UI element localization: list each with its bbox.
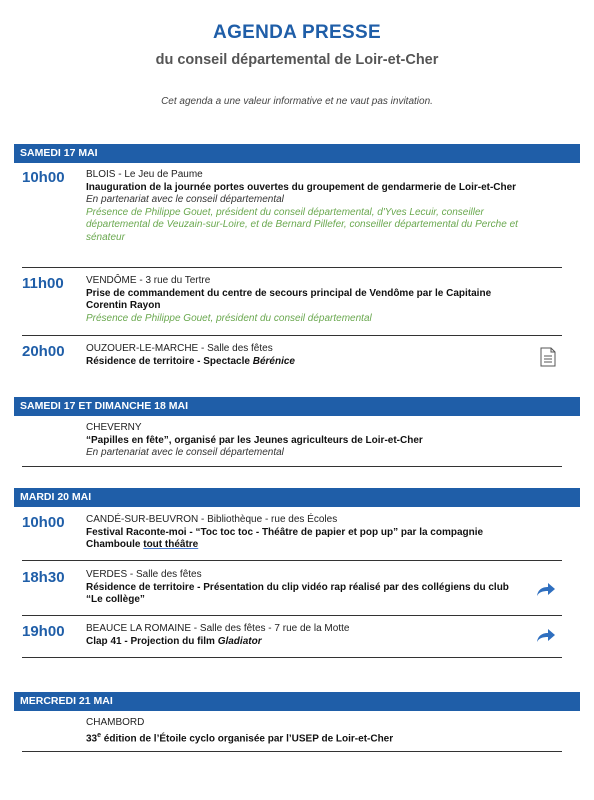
event-partner: En partenariat avec le conseil départemental	[86, 194, 284, 205]
event-item	[22, 569, 562, 616]
event-time: 10h00	[22, 169, 65, 186]
event-item	[22, 514, 562, 561]
event-title	[86, 356, 526, 369]
page-subtitle: du conseil départemental de Loir-et-Cher	[155, 52, 439, 68]
event-time: 11h00	[22, 275, 64, 292]
event-title-text: édition de l’Étoile cyclo organisée par l’USEP de Loir-et-Cher	[101, 732, 394, 744]
event-title: Résidence de territoire - Présentation du clip vidéo rap réalisé par des collégiens du club “Le collège”	[86, 581, 509, 605]
event-presence: Présence de Philippe Gouet, président du conseil départemental	[86, 312, 372, 324]
event-item	[22, 343, 562, 377]
event-item	[22, 169, 562, 268]
event-title	[86, 730, 526, 746]
day-header-samedi-dimanche: SAMEDI 17 ET DIMANCHE 18 MAI	[14, 397, 580, 416]
event-title: Prise de commandement du centre de secours principal de Vendôme par le Capitaine Corentin Rayon	[86, 287, 492, 311]
event-item	[22, 275, 562, 336]
page-title: AGENDA PRESSE	[213, 22, 381, 43]
day-header-samedi-17: SAMEDI 17 MAI	[14, 144, 580, 163]
event-title	[86, 527, 526, 552]
event-time: 10h00	[22, 514, 65, 531]
event-item	[22, 717, 562, 752]
event-location: CHEVERNY	[86, 422, 142, 433]
event-location: BLOIS - Le Jeu de Paume	[86, 169, 203, 180]
event-partner: En partenariat avec le conseil départemental	[86, 447, 284, 458]
event-location: BEAUCE LA ROMAINE - Salle des fêtes - 7 rue de la Motte	[86, 623, 350, 634]
event-title-sup: e	[97, 731, 102, 739]
event-title-work: Bérénice	[252, 355, 295, 367]
event-title-text: Résidence de territoire - Spectacle	[86, 355, 253, 367]
event-title: Inauguration de la journée portes ouvertes du groupement de gendarmerie de Loir-et-Cher	[86, 181, 517, 193]
event-item	[22, 422, 562, 467]
document-icon[interactable]	[540, 347, 556, 372]
event-location: OUZOUER-LE-MARCHE - Salle des fêtes	[86, 343, 273, 354]
share-arrow-icon[interactable]	[536, 629, 556, 648]
event-location: VENDÔME - 3 rue du Tertre	[86, 275, 211, 286]
share-arrow-icon[interactable]	[536, 583, 556, 602]
event-title-text: Festival Raconte-moi - “Toc toc toc - Théâtre de papier et pop up” par la compagnie Chamboule	[86, 526, 484, 550]
disclaimer: Cet agenda a une valeur informative et ne vaut pas invitation.	[161, 96, 433, 107]
event-presence: Présence de Philippe Gouet, président du conseil départemental, d'Yves Lecuir, conseiller départemental de Veuzain-sur-Loire, et de Bernard Pillefer, conseiller départemental du Perche et sénateur	[86, 206, 518, 243]
event-title-number: 33	[86, 732, 98, 744]
event-time: 20h00	[22, 343, 65, 360]
event-title	[86, 636, 526, 649]
event-time: 18h30	[22, 569, 65, 586]
event-time: 19h00	[22, 623, 65, 640]
event-title-underlined: tout théâtre	[143, 539, 199, 550]
event-location: CANDÉ-SUR-BEUVRON - Bibliothèque - rue des Écoles	[86, 514, 338, 525]
event-title: “Papilles en fête”, organisé par les Jeunes agriculteurs de Loir-et-Cher	[86, 434, 423, 446]
day-header-mardi-20: MARDI 20 MAI	[14, 488, 580, 507]
event-location: CHAMBORD	[86, 717, 145, 728]
event-item	[22, 623, 562, 658]
event-title-work: Gladiator	[217, 635, 262, 647]
event-title-text: Clap 41 - Projection du film	[86, 635, 218, 647]
event-location: VERDES - Salle des fêtes	[86, 569, 202, 580]
day-header-mercredi-21: MERCREDI 21 MAI	[14, 692, 580, 711]
